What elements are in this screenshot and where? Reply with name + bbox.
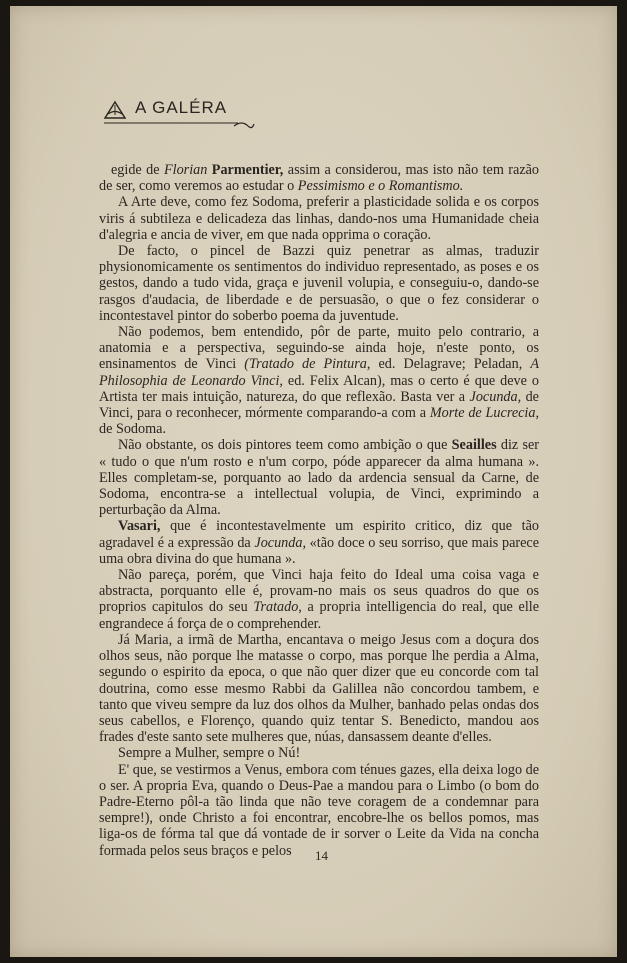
paragraph xyxy=(99,194,539,243)
text-run: egide de xyxy=(111,162,164,178)
header-rule-ornament xyxy=(102,118,256,132)
italic-text: Morte de Lucrecia, xyxy=(429,405,539,422)
italic-text: Tratado, xyxy=(253,599,302,616)
bold-text: Seailles xyxy=(451,437,497,454)
galley-logo-icon xyxy=(104,100,126,120)
paragraph xyxy=(99,745,539,761)
paragraph xyxy=(99,243,539,324)
paragraph xyxy=(99,518,539,567)
paragraph xyxy=(99,437,539,518)
text-run: De facto, o pincel de Bazzi quiz penetrar as almas, traduzir physionomicamente os sentimentos do individuo representado, as poses e os gestos, dando a tudo vida, graça e juvenil volupia, e conseguiu-o, dando-se rasgos d'audacia, de liberdade e de persuasão, o que o fez considerar o incontestavel pintor do soberbo poema da juventude. xyxy=(99,243,539,324)
italic-text: A Philosophia de Leonardo Vinci, xyxy=(99,356,539,389)
bold-text: Parmentier, xyxy=(211,162,284,178)
running-header xyxy=(102,94,262,134)
text-run: de Sodoma. xyxy=(99,421,166,438)
text-run: Não podemos, bem entendido, pôr de parte, muito pelo contrario, a anatomia e a perspectiva, seguindo-se ainda hoje, n'este ponto, os ensinamentos de Vinci xyxy=(99,324,539,373)
journal-title: A GALÉRA xyxy=(135,98,228,117)
text-run: «tão doce o seu sorriso, que mais parece uma obra divina do que humana ». xyxy=(99,534,540,567)
paragraph xyxy=(99,762,539,859)
italic-text: (Tratado de Pintura, xyxy=(244,356,371,373)
paragraph xyxy=(99,632,539,745)
text-run: assim a considerou, mas isto não tem razão de ser, como veremos ao estudar o xyxy=(99,162,540,195)
book-page xyxy=(10,6,617,957)
text-run: que é incontestavelmente um espirito critico, diz que tão agradavel é a expressão da xyxy=(99,518,539,551)
text-run: ed. Felix Alcan), mas o certo é que deve o Artista ter mais intuição, natureza, do que reflexão. Basta ver a xyxy=(99,372,539,405)
page-number: 14 xyxy=(315,848,328,863)
italic-text: Pessimismo e o Romantismo. xyxy=(297,178,464,195)
paragraph xyxy=(99,162,539,194)
text-run: de Vinci, para o reconhecer, mórmente comparando-a com a xyxy=(99,388,539,422)
text-run: Sempre a Mulher, sempre o Nú! xyxy=(118,745,301,762)
text-run: E' que, se vestirmos a Venus, embora com ténues gazes, ella deixa logo de o ser. A propria Eva, quando o Deus-Pae a mandou para o Limbo (o bom do Padre-Eterno pôl-a tão linda que não teve coragem de a condemnar para sempre!), onde Christo a foi encontrar, encobre-lhe os bellos pomos, mas liga-os de fórma tal que dá vontade de ir sorver o Leite da Vida na concha formada pelos seus braços e pelos xyxy=(99,761,539,859)
text-run: diz ser « tudo o que n'um rosto e n'um corpo, póde apparecer da alma humana ». Elles completam-se, porquanto ao lado da ardencia sensual da Carne, de Sodoma, encontra-se a intellectual volupia, de Vinci, exprimindo a perturbação da Alma. xyxy=(99,437,539,519)
italic-text: Jocunda, xyxy=(469,388,522,405)
text-run: Já Maria, a irmã de Martha, encantava o meigo Jesus com a doçura dos olhos seus, não porque lhe matasse o corpo, mas porque lhe perdia a Alma, segundo o espirito da epoca, o que não quer dizer que eu concorde com tal doutrina, como esse mesmo Rabbi da Galillea não concordou tambem, e tanto que viveu sempre da luz dos olhos da Mulher, banhado pelas ondas dos seus cabellos, e Florenço, quando quiz tentar S. Benedicto, mandou aos frades d'este santo sete mulheres que, núas, dansassem deante d'elles. xyxy=(99,631,539,746)
italic-text: Jocunda, xyxy=(254,534,307,551)
italic-text: Florian xyxy=(163,162,208,178)
body-text xyxy=(99,162,539,859)
bold-text: Vasari, xyxy=(118,518,161,535)
text-run: Não obstante, os dois pintores teem como ambição o que xyxy=(118,437,452,454)
text-run: ed. Delagrave; Peladan, xyxy=(370,356,531,373)
text-run: A Arte deve, como fez Sodoma, preferir a plasticidade solida e os corpos viris á subtileza e delicadeza das linhas, dando-nos uma Humanidade cheia d'alegria e ancia de viver, em que nada opprima o coração. xyxy=(99,194,539,243)
paragraph xyxy=(99,567,539,632)
text-run: a propria intelligencia do real, que elle engrandece á força de o comprehender. xyxy=(99,599,540,632)
text-run: Não pareça, porém, que Vinci haja feito do Ideal uma coisa vaga e abstracta, porquanto elle é, provam-no mais os seus quadros do que os proprios capitulos do seu xyxy=(99,567,539,616)
paragraph xyxy=(99,324,539,437)
